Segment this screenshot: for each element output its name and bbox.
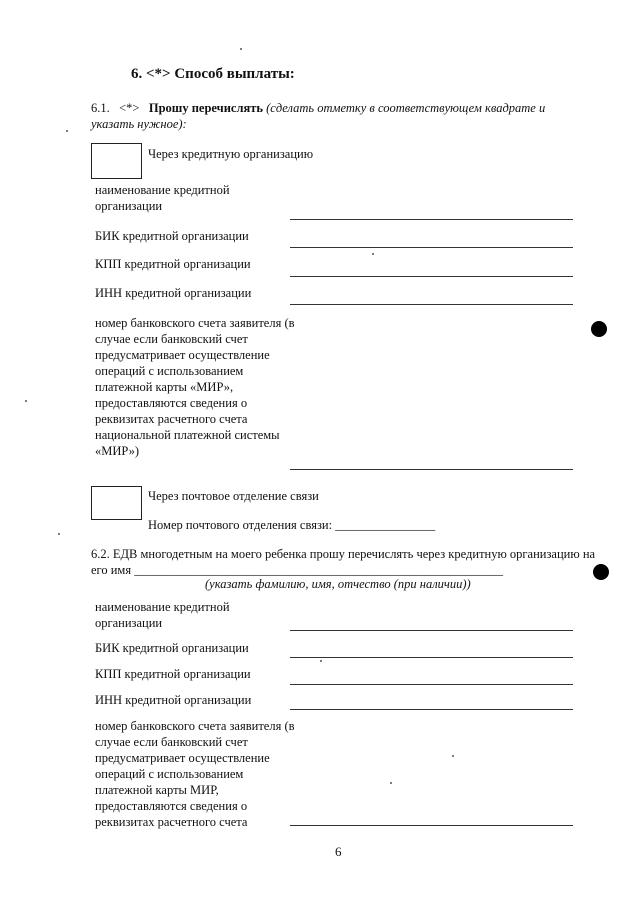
scan-speck	[372, 253, 374, 255]
scan-speck	[25, 400, 27, 402]
bank-name-line-2[interactable]	[290, 630, 573, 631]
bank-option-checkbox[interactable]	[91, 143, 142, 179]
scan-speck	[58, 533, 60, 535]
page-number: 6	[335, 844, 342, 859]
bik-line[interactable]	[290, 247, 573, 248]
inn-line[interactable]	[290, 304, 573, 305]
kpp-line[interactable]	[290, 276, 573, 277]
bank-option-label: Через кредитную организацию	[148, 147, 314, 161]
scan-speck	[240, 48, 242, 50]
field-label-bik: БИК кредитной организации	[95, 229, 249, 243]
post-option-label: Через почтовое отделение связи	[148, 489, 319, 503]
field-label-inn-2: ИНН кредитной организации	[95, 693, 252, 707]
lead-text: Прошу перечислять	[148, 101, 263, 115]
bank-name-line[interactable]	[290, 219, 573, 220]
section-number: 6.1.	[91, 101, 110, 115]
post-option-checkbox[interactable]	[91, 486, 142, 520]
field-label-inn: ИНН кредитной организации	[95, 286, 252, 300]
scan-speck	[320, 660, 322, 662]
name-hint: (указать фамилию, имя, отчество (при наличии))	[205, 577, 471, 591]
kpp-line-2[interactable]	[290, 684, 573, 685]
punch-hole-bottom	[593, 564, 609, 580]
field-label-bank-name: наименование кредитной организации	[95, 183, 230, 213]
post-number-label: Номер почтового отделения связи: ________________	[148, 518, 436, 532]
account-line[interactable]	[290, 469, 573, 470]
scan-speck	[452, 755, 454, 757]
field-label-kpp-2: КПП кредитной организации	[95, 667, 251, 681]
field-label-kpp: КПП кредитной организации	[95, 257, 251, 271]
account-line-2[interactable]	[290, 825, 573, 826]
field-label-bik-2: БИК кредитной организации	[95, 641, 249, 655]
account-label: номер банковского счета заявителя (в случае если банковский счет предусматривает осуществление операций с использованием платежной карты «МИР», предоставляются сведения о реквизитах расчетного счета национальной платежной системы «МИР»)	[95, 316, 295, 458]
field-label-bank-name-2: наименование кредитной организации	[95, 600, 230, 630]
scan-speck	[390, 782, 392, 784]
section-6-1-header	[91, 100, 581, 132]
scan-speck	[66, 130, 68, 132]
punch-hole-top	[591, 321, 607, 337]
section-6-2-text: 6.2. ЕДВ многодетным на моего ребенка прошу перечислять через кредитную организацию на его имя ___________________________________________________________	[91, 547, 596, 577]
bik-line-2[interactable]	[290, 657, 573, 658]
required-mark: <*>	[119, 101, 140, 115]
section-title: 6. <*> Способ выплаты:	[131, 66, 295, 82]
inn-line-2[interactable]	[290, 709, 573, 710]
account-label-2: номер банковского счета заявителя (в случае если банковский счет предусматривает осуществление операций с использованием платежной карты МИР, предоставляются сведения о реквизитах расчетного счета	[95, 719, 295, 829]
instruction-note: (сделать отметку в соответствующем квадрате и указать нужное):	[91, 101, 546, 131]
